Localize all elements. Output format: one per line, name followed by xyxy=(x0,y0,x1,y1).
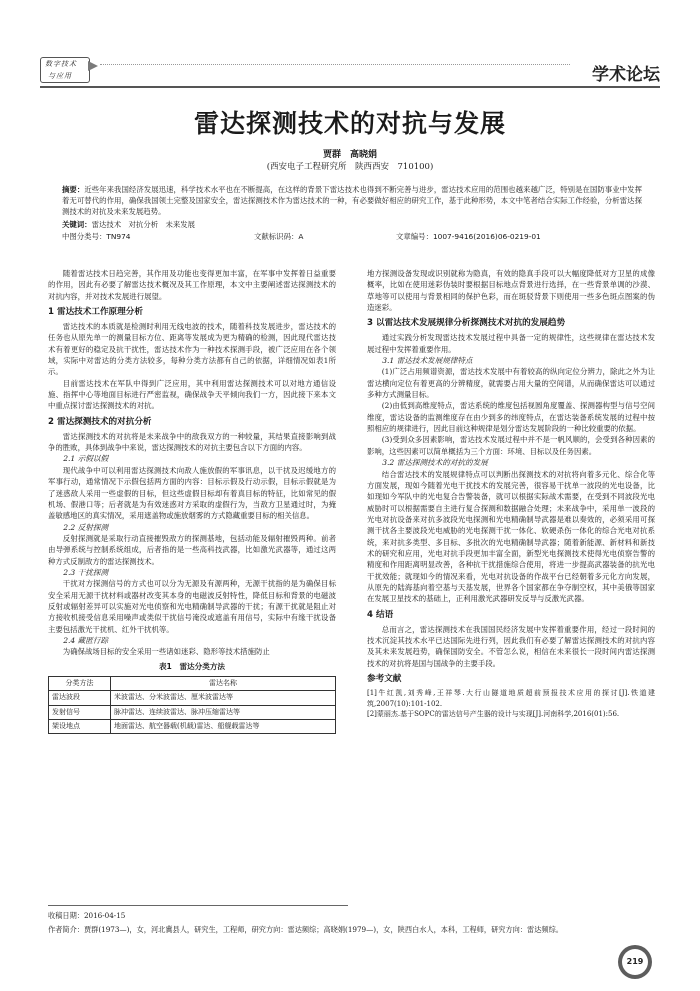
affiliation: (西安电子工程研究所 陕西西安 710100) xyxy=(266,162,434,172)
logo-line2: 与应用 xyxy=(48,72,72,80)
article-title: 雷达探测技术的对抗与发展 xyxy=(193,109,506,138)
subsection-2-3-paragraph: 干扰对方探测信号的方式也可以分为无源及有源两种，无源干扰指的是为确保目标安全采用无源干扰材料或器材改变其本身的电磁波反射特性，降低目标和背景的电磁波反射或辐射差异可以实施对光电侦察和光电精确制导武器的干扰；有源干扰就是阻止对方接收机接受信息采用噪声或类似干扰信号淹没或遮盖有用信号，实际中有缘干扰设备主要包括激光干扰机、红外干扰机等。 xyxy=(48,579,336,634)
right-column xyxy=(367,268,655,720)
table-cell: 脉冲雷达、连续波雷达、脉冲压缩雷达等 xyxy=(111,705,336,719)
authors: 贾群 高晓娟 xyxy=(322,150,377,160)
subsection-3-2-paragraph: 结合雷达技术的发展规律特点可以判断出探测技术的对抗将向着多元化、综合化等方面发展，现如今随着光电干扰技术的发展完善，很容易干扰单一波段的光电设备，比如现如今军队中的光电复合告警装备，就可以根据实际战术需要，在受到不同波段光电威胁时可以根据需要自主进行复合探测和数据融合处理；未来战争中，采用单一波段的光电对抗设备来对抗多波段光电探测和光电精确制导武器是难以奏效的，必须采用可探测干扰各主要波段光电威胁的光电探测干扰一体化、软硬杀伤一体化的综合光电对抗系统，来对抗多类型、多目标、多批次的光电精确制导武器；随着新能源、新材料和新技术的研究和应用，光电对抗手段更加丰富全面，新型光电探测技术使得光电侦察告警的精度和作用距离明显改善，各种抗干扰措施综合使用，将进一步提高武器装备的抗光电干扰效能；就现如今的情况来看，光电对抗设备的作战平台已经朝着多元化方向发展，从原先的陆海基向着空基与天基发展，世界各个国家都在争夺制空权，其中美俄等国家在发展卫星技术的基础上，正利用激光武器研发反导与反激光武器。 xyxy=(367,469,655,604)
section-2-paragraph: 雷达探测技术的对抗将是未来战争中的敌我双方的一种较量，其结果直接影响到战争的胜败，具体到战争中来说，雷达探测技术的对抗主要包含以下方面的内容。 xyxy=(48,431,336,453)
table-cell: 架设地点 xyxy=(49,720,111,734)
subsection-3-1-item-2: (2)由低到高维度特点，雷达系统的维度包括视圆角度覆盖、探测器构型与信号空间维度，雷达设备的监测维度存在由少到多的纬度特点，在雷达装备系统发展的过程中按照相应的规律进行，因此目前这种规律是划分雷达发展阶段的一种比较重要的依据。 xyxy=(367,401,655,434)
section-2-heading: 2 雷达探测技术的对抗分析 xyxy=(48,416,152,427)
table-header-method: 分类方法 xyxy=(49,677,111,691)
section-4-paragraph: 总而言之，雷达探测技术在我国国民经济发展中发挥着重要作用，经过一段时间的技术沉淀其技术水平已达国际先进行列，因此我们有必要了解雷达探测技术的对抗内容及其未来发展趋势，确保国防安全。不管怎么说，相信在未来很长一段时间内雷达探测技术的对抗将是国与国战争的主要手段。 xyxy=(367,624,655,668)
subsection-2-2-heading: 2.2 反射探测 xyxy=(63,522,109,532)
keywords xyxy=(62,219,642,230)
section-1-paragraph-2: 目前雷达技术在军队中得到广泛应用，其中利用雷达探测技术可以对地方通信设施、指挥中心等地面目标进行严密监视，确保战争天平倾向我们一方，因此接下来本文中重点探讨雷达探测技术的对抗。 xyxy=(48,378,336,411)
table-cell: 米波雷达、分米波雷达、厘米波雷达等 xyxy=(111,691,336,705)
table-row xyxy=(49,705,336,719)
subsection-3-2-heading: 3.2 雷达探测技术的对抗的发展 xyxy=(382,458,488,468)
subsection-2-1-paragraph: 现代战争中可以利用雷达探测技术向敌人施放假的军事讯息，以干扰及迟缓地方的军事行动，通常情况下示假包括两方面的内容：目标示假及行动示假，目标示假就是为了迷惑敌人采用一些虚假的目标，但这些虚假目标却有着真目标的特征，比如常见的假机场、假港口等；后者就是为有效迷惑对方采取的虚假行为，当敌方卫星通过时，为掩盖敏感地区的真实情况，采用遮盖物或施放烟雾的方式隐藏重要目标的相关信息。 xyxy=(48,465,336,521)
logo-line1: 数字技术 xyxy=(45,60,77,68)
section-3-paragraph: 通过实践分析发现雷达技术发展过程中具备一定的规律性，这些规律在雷达技术发展过程中发挥着重要作用。 xyxy=(367,333,655,354)
table-row xyxy=(49,691,336,705)
radar-classification-table xyxy=(48,676,336,734)
received-date: 收稿日期：2016-04-15 xyxy=(48,911,126,920)
table-cell: 地面雷达、航空器载(机载)雷达、船舰载雷达等 xyxy=(111,720,336,734)
author-bio: 作者简介：贾群(1973—)，女，河北冀县人，研究生，工程师，研究方向：雷达频综；高晓娟(1979—)，女，陕西白水人，本科，工程师，研究方向：雷达频综。 xyxy=(48,925,563,934)
subsection-2-4-paragraph: 为确保战场目标的安全采用一些诸如迷彩、隐形等技术措施防止 xyxy=(62,647,270,657)
left-column xyxy=(48,268,336,734)
abstract xyxy=(62,184,642,217)
header-rule xyxy=(40,86,660,88)
page-number: 219 xyxy=(626,957,644,966)
section-3-heading: 3 以雷达技术发展规律分析探测技术对抗的发展趋势 xyxy=(367,318,566,329)
keywords-label: 关键词： xyxy=(62,220,92,229)
intro-paragraph: 随着雷达技术日趋完善，其作用及功能也变得更加丰富，在军事中发挥着日益重要的作用，因此有必要了解雷达技术概况及其工作原理，本文中主要阐述雷达探测技术的对抗内容，并对技术发展进行展望。 xyxy=(48,269,336,301)
journal-logo xyxy=(40,57,90,83)
subsection-3-1-heading: 3.1 雷达技术发展规律特点 xyxy=(382,356,473,366)
keywords-text: 雷达技术 对抗分析 未来发展 xyxy=(91,220,196,229)
clc-number: 中图分类号：TN974 xyxy=(62,232,131,241)
table-header-name: 雷达名称 xyxy=(111,677,336,691)
footnote-rule xyxy=(48,905,348,906)
table-caption: 表1 雷达分类方法 xyxy=(158,661,226,671)
section-1-paragraph-1: 雷达技术的本质就是检测时利用无线电波的技术，随着科技发展进步，雷达技术的任务也从原先单一的测量目标方位、距离等发展成为更为精确的检测，因此现代雷达技术有着更好的稳定及抗干扰性，雷达技术作为一种技术探测手段，被广泛应用在各个领域，实际中对雷达的分类方法较多，每种分类方法都有自己的依据，详细情况如表1所示。 xyxy=(48,322,336,377)
abstract-text: 近些年来我国经济发展迅速，科学技术水平也在不断提高，在这样的背景下雷达技术也得到不断完善与进步，雷达技术应用的范围也越来越广泛，特别是在国防事业中发挥着无可替代的作用，确保我国领土完整及国家安全，雷达探测技术作为雷达技术的一种，有必要做好相应的研究工作，基于此种形势，本文中笔者结合实际工作经验，分析雷达探测技术的对抗及未来发展趋势。 xyxy=(62,185,642,216)
subsection-2-3-heading: 2.3 干扰探测 xyxy=(63,567,109,577)
header-dotted-line xyxy=(100,64,570,68)
document-code: 文献标识码：A xyxy=(254,232,304,241)
continued-paragraph: 地方探测设备发现或识别就称为隐真，有效的隐真手段可以大幅度降低对方卫星的成像概率，比如在使用迷彩伪装时要根据目标地点背景进行选择，在一些背景单调的沙漠、草地等可以使用与背景相同的保护色彩，而在斑驳背景下则使用一些多色斑点图案的伪造迷彩。 xyxy=(367,269,655,313)
section-1-heading: 1 雷达技术工作原理分析 xyxy=(48,307,143,318)
article-number: 文章编号：1007-9416(2016)06-0219-01 xyxy=(396,232,541,241)
table-row xyxy=(49,720,336,734)
subsection-3-1-item-1: (1)广泛占用频谱资源，雷达技术发展中有着较高的纵向定位分辨力，除此之外为让雷达横向定位有着更高的分辨精度，就需要占用大量的空间谱，从而确保雷达可以通过多种方式测量目标。 xyxy=(367,367,655,400)
section-label: 学术论坛 xyxy=(592,65,660,85)
reference-2: [2]蒙丽杰.基于SOPC的雷达信号产生器的设计与实现[J].河南科学,2016(01):56. xyxy=(367,710,620,718)
table-cell: 雷达波段 xyxy=(49,691,111,705)
section-4-heading: 4 结语 xyxy=(367,609,394,620)
abstract-label: 摘要： xyxy=(62,185,85,194)
reference-1: [1]牛红凯,刘秀峰,王祥琴.大行山隧道地质超前预报技术应用的探讨[J].铁道建筑,2007(10):101-102. xyxy=(367,689,655,708)
references-heading: 参考文献 xyxy=(367,674,402,684)
table-cell: 发射信号 xyxy=(49,705,111,719)
header-arrow-icon xyxy=(88,61,98,71)
subsection-2-2-paragraph: 反射探测就是采取行动直接摧毁敌方的探测基地，包括动能及辐射摧毁两种。前者由导弹系统与控制系统组成，后者指的是一些高科技武器，比如激光武器等，通过这两种方式反制敌方的雷达探测技术。 xyxy=(48,533,336,566)
subsection-2-4-heading: 2.4 藏匿行踪 xyxy=(63,635,109,645)
subsection-2-1-heading: 2.1 示假以假 xyxy=(63,454,109,464)
page-number-badge xyxy=(618,945,652,979)
subsection-3-1-item-3: (3)受到众多因素影响，雷达技术发展过程中并不是一帆风顺的，会受到各种因素的影响，这些因素可以简单概括为三个方面：环境、目标以及任务因素。 xyxy=(367,435,655,456)
